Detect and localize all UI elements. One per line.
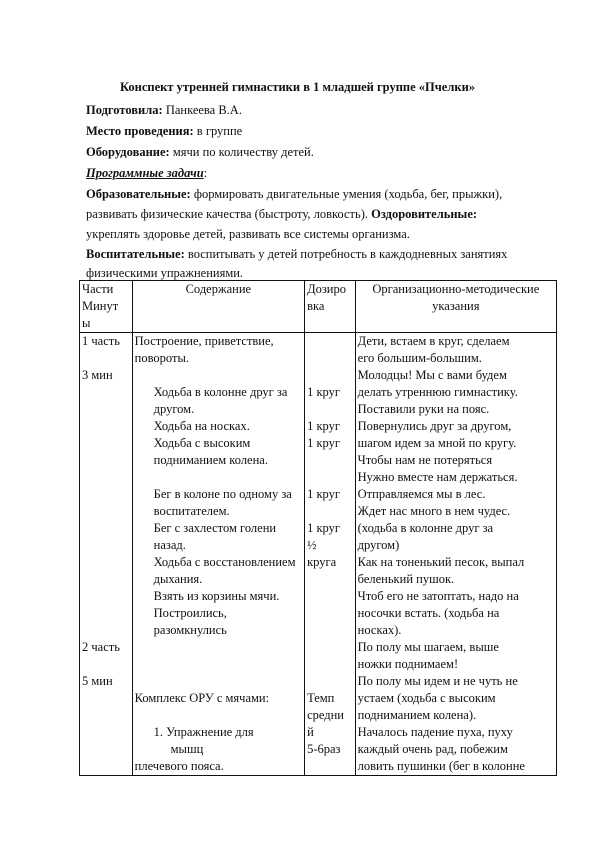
content-line: мышц [170, 742, 204, 756]
educational-line-2 [86, 207, 477, 222]
health-text: укреплять здоровье детей, развивать все системы организма. [86, 227, 410, 241]
content-line: Ходьба с высоким [153, 436, 251, 450]
educational-line-1 [86, 187, 502, 202]
prepared-label: Подготовила: [86, 103, 163, 117]
instruction-line: Дети, встаем в круг, сделаем [357, 334, 510, 348]
dosage-line: 1 круг [307, 419, 340, 433]
instruction-line: ножки поднимаем! [357, 657, 459, 671]
content-line: подниманием колена. [153, 453, 268, 467]
instruction-line: Отправляемся мы в лес. [357, 487, 486, 501]
content-line: Взять из корзины мячи. [153, 589, 280, 603]
content-line: воспитателем. [153, 504, 230, 518]
instruction-line: каждый очень рад, побежим [357, 742, 508, 756]
dosage-line: 1 круг [307, 521, 340, 535]
dosage-line: 1 круг [307, 436, 340, 450]
instruction-line: Чтобы нам не потеряться [357, 453, 493, 467]
instruction-line: Поставили руки на пояс. [357, 402, 490, 416]
instruction-line: беленький пушок. [357, 572, 455, 586]
header-parts-line1: Части [82, 282, 114, 296]
instruction-line: его большим-большим. [357, 351, 482, 365]
instruction-line: Как на тоненький песок, выпал [357, 555, 525, 569]
dosage-line: Темп [307, 691, 335, 705]
health-label: Оздоровительные: [371, 207, 478, 221]
tasks-heading: Программные задачи [86, 166, 204, 180]
header-dosage-line1: Дозиро [307, 282, 346, 296]
exercise-plan-table [79, 280, 557, 776]
instruction-line: Молодцы! Мы с вами будем [357, 368, 507, 382]
content-line: дыхания. [153, 572, 203, 586]
content-line: Ходьба с восстановлением [153, 555, 296, 569]
tasks-colon: : [203, 166, 208, 180]
content-line: разомкнулись [153, 623, 227, 637]
prepared-value: Панкеева В.А. [165, 103, 242, 117]
upbringing-text-2: физическими упражнениями. [86, 266, 244, 280]
part-2-minutes: 5 мин [82, 674, 113, 688]
content-line: Бег с захлестом голени [153, 521, 277, 535]
educational-label: Образовательные: [86, 187, 191, 201]
content-line: повороты. [134, 351, 189, 365]
header-instructions-line1: Организационно-методические [372, 282, 540, 296]
upbringing-label: Воспитательные: [86, 247, 185, 261]
instruction-line: Началось падение пуха, пуху [357, 725, 513, 739]
health-line [86, 227, 410, 242]
table-header-row [80, 281, 557, 333]
place-line [86, 124, 242, 139]
dosage-cell [305, 333, 356, 776]
instruction-line: По полу мы идем и не чуть не [357, 674, 518, 688]
dosage-line: средни [307, 708, 344, 722]
instruction-line: Чтоб его не затоптать, надо на [357, 589, 519, 603]
content-line: Ходьба на носках. [153, 419, 250, 433]
content-line: 1. Упражнение для [153, 725, 254, 739]
instruction-line: Ждет нас много в нем чудес. [357, 504, 511, 518]
content-line: Комплекс ОРУ с мячами: [134, 691, 270, 705]
upbringing-line-1 [86, 247, 507, 262]
content-line: другом. [153, 402, 195, 416]
dosage-line: ½ [307, 538, 317, 552]
content-line: Бег в колоне по одному за [153, 487, 292, 501]
place-label: Место проведения: [86, 124, 194, 138]
instruction-line: подниманием колена). [357, 708, 477, 722]
header-content [132, 281, 304, 333]
instruction-line: шагом идем за мной по кругу. [357, 436, 517, 450]
header-parts [80, 281, 133, 333]
instruction-line: Повернулись друг за другом, [357, 419, 512, 433]
dosage-line: й [307, 725, 314, 739]
dosage-line: круга [307, 555, 337, 569]
content-line: Ходьба в колонне друг за [153, 385, 288, 399]
instruction-line: устаем (ходьба с высоким [357, 691, 496, 705]
document-title: Конспект утренней гимнастики в 1 младшей группе «Пчелки» [119, 80, 476, 94]
header-dosage [305, 281, 356, 333]
tasks-heading-line [86, 166, 207, 181]
dosage-line: 1 круг [307, 487, 340, 501]
header-content-text: Содержание [185, 282, 252, 296]
dosage-line: 1 круг [307, 385, 340, 399]
part-1-minutes: 3 мин [82, 368, 113, 382]
header-instructions [355, 281, 556, 333]
educational-text-1: формировать двигательные умения (ходьба, бег, прыжки), [193, 187, 503, 201]
content-line: назад. [153, 538, 186, 552]
content-line: плечевого пояса. [134, 759, 224, 773]
instruction-line: Нужно вместе нам держаться. [357, 470, 518, 484]
part-1-label: 1 часть [82, 334, 120, 348]
part-2-label: 2 часть [82, 640, 120, 654]
prepared-line [86, 103, 242, 118]
instruction-line: другом) [357, 538, 400, 552]
instruction-line: делать утреннюю гимнастику. [357, 385, 518, 399]
parts-cell [80, 333, 133, 776]
table-row [80, 333, 557, 776]
instruction-line: носках). [357, 623, 402, 637]
equipment-line [86, 145, 314, 160]
upbringing-text-1: воспитывать у детей потребность в каждодневных занятиях [187, 247, 508, 261]
educational-text-2: развивать физические качества (быстроту, ловкость). [86, 207, 368, 221]
upbringing-line-2 [86, 266, 243, 281]
instruction-line: (ходьба в колонне друг за [357, 521, 494, 535]
header-parts-line3: ы [82, 316, 91, 330]
instruction-line: носочки встать. (ходьба на [357, 606, 500, 620]
equipment-value: мячи по количеству детей. [172, 145, 314, 159]
header-parts-line2: Минут [82, 299, 119, 313]
equipment-label: Оборудование: [86, 145, 170, 159]
content-cell [132, 333, 304, 776]
header-dosage-line2: вка [307, 299, 325, 313]
dosage-line: 5-6раз [307, 742, 341, 756]
content-line: Построились, [153, 606, 227, 620]
instructions-cell [355, 333, 556, 776]
instruction-line: ловить пушинки (бег в колонне [357, 759, 525, 773]
place-value: в группе [196, 124, 243, 138]
content-line: Построение, приветствие, [134, 334, 274, 348]
instruction-line: По полу мы шагаем, выше [357, 640, 499, 654]
header-instructions-line2: указания [432, 299, 480, 313]
